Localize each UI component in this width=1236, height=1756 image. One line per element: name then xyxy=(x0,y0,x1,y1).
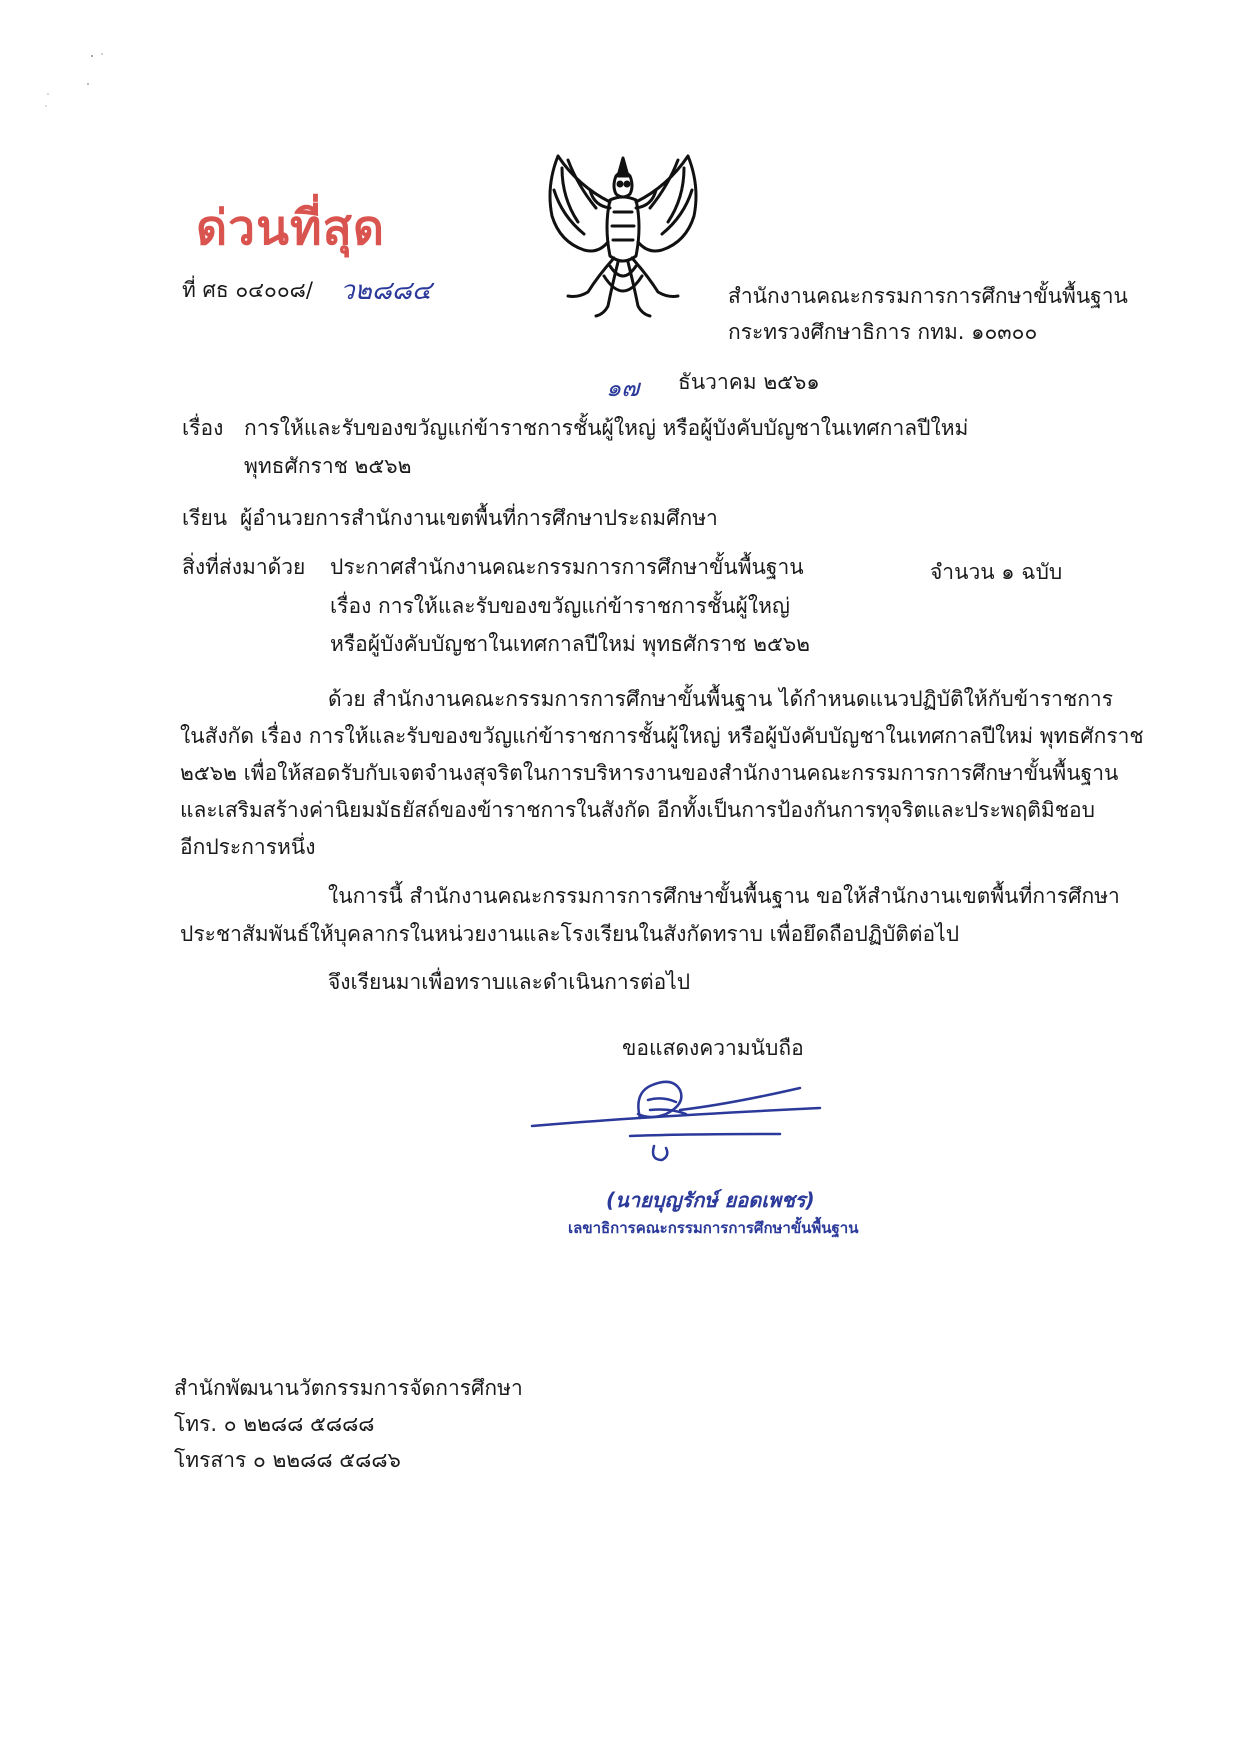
body-para1-line: ๒๕๖๒ เพื่อให้สอดรับกับเจตจำนงสุจริตในการบริหารงานของสำนักงานคณะกรรมการการศึกษาขั้นพื้นฐาน xyxy=(180,761,1119,785)
handwritten-signature xyxy=(530,1064,830,1174)
recipient-value: ผู้อำนวยการสำนักงานเขตพื้นที่การศึกษาประถมศึกษา xyxy=(240,506,718,530)
date-day-handwritten: ๑๗ xyxy=(606,374,640,402)
subject-line-2: พุทธศักราช ๒๕๖๒ xyxy=(244,454,412,478)
footer-phone: โทร. ๐ ๒๒๘๘ ๕๘๘๘ xyxy=(174,1412,375,1436)
footer-department: สำนักพัฒนานวัตกรรมการจัดการศึกษา xyxy=(174,1376,523,1400)
issuing-office: สำนักงานคณะกรรมการการศึกษาขั้นพื้นฐาน xyxy=(728,284,1128,308)
body-closing-sentence: จึงเรียนมาเพื่อทราบและดำเนินการต่อไป xyxy=(328,970,691,994)
subject-line-1: การให้และรับของขวัญแก่ข้าราชการชั้นผู้ใหญ่ หรือผู้บังคับบัญชาในเทศกาลปีใหม่ xyxy=(244,416,969,440)
enclosure-line-2: เรื่อง การให้และรับของขวัญแก่ข้าราชการชั้นผู้ใหญ่ xyxy=(330,594,790,618)
urgent-stamp: ด่วนที่สุด xyxy=(196,200,386,256)
garuda-emblem-icon xyxy=(538,146,708,322)
body-para1-line: อีกประการหนึ่ง xyxy=(180,835,316,859)
enclosure-quantity: จำนวน ๑ ฉบับ xyxy=(930,560,1063,584)
doc-number-handwritten: ว๒๘๘๔ xyxy=(340,276,432,306)
body-para2-line: ประชาสัมพันธ์ให้บุคลากรในหน่วยงานและโรงเรียนในสังกัดทราบ เพื่อยึดถือปฏิบัติต่อไป xyxy=(180,922,960,946)
body-para1-line: ด้วย สำนักงานคณะกรรมการการศึกษาขั้นพื้นฐาน ได้กำหนดแนวปฏิบัติให้กับข้าราชการ xyxy=(328,687,1114,711)
doc-number-prefix: ที่ ศธ ๐๔๐๐๘/ xyxy=(182,278,313,302)
body-para1-line: และเสริมสร้างค่านิยมมัธยัสถ์ของข้าราชการในสังกัด อีกทั้งเป็นการป้องกันการทุจริตและประพฤติมิชอบ xyxy=(180,798,1095,822)
enclosure-line-1: ประกาศสำนักงานคณะกรรมการการศึกษาขั้นพื้นฐาน xyxy=(330,555,804,579)
body-para1-line: ในสังกัด เรื่อง การให้และรับของขวัญแก่ข้าราชการชั้นผู้ใหญ่ หรือผู้บังคับบัญชาในเทศกาลปีใหม่ พุทธศักราช xyxy=(180,724,1144,748)
recipient-label: เรียน xyxy=(182,506,228,530)
footer-fax: โทรสาร ๐ ๒๒๘๘ ๕๘๘๖ xyxy=(174,1448,401,1472)
scan-specks xyxy=(40,50,120,110)
issuing-ministry-address: กระทรวงศึกษาธิการ กทม. ๑๐๓๐๐ xyxy=(728,320,1038,344)
signer-position: เลขาธิการคณะกรรมการการศึกษาขั้นพื้นฐาน xyxy=(568,1219,859,1237)
complimentary-closing: ขอแสดงความนับถือ xyxy=(622,1036,804,1060)
enclosure-label: สิ่งที่ส่งมาด้วย xyxy=(182,555,306,579)
enclosure-line-3: หรือผู้บังคับบัญชาในเทศกาลปีใหม่ พุทธศักราช ๒๕๖๒ xyxy=(330,632,811,656)
subject-label: เรื่อง xyxy=(182,416,224,440)
signer-name: (นายบุญรักษ์ ยอดเพชร) xyxy=(606,1188,815,1212)
body-para2-line: ในการนี้ สำนักงานคณะกรรมการการศึกษาขั้นพื้นฐาน ขอให้สำนักงานเขตพื้นที่การศึกษา xyxy=(328,884,1120,908)
date-month-year: ธันวาคม ๒๕๖๑ xyxy=(678,370,820,394)
